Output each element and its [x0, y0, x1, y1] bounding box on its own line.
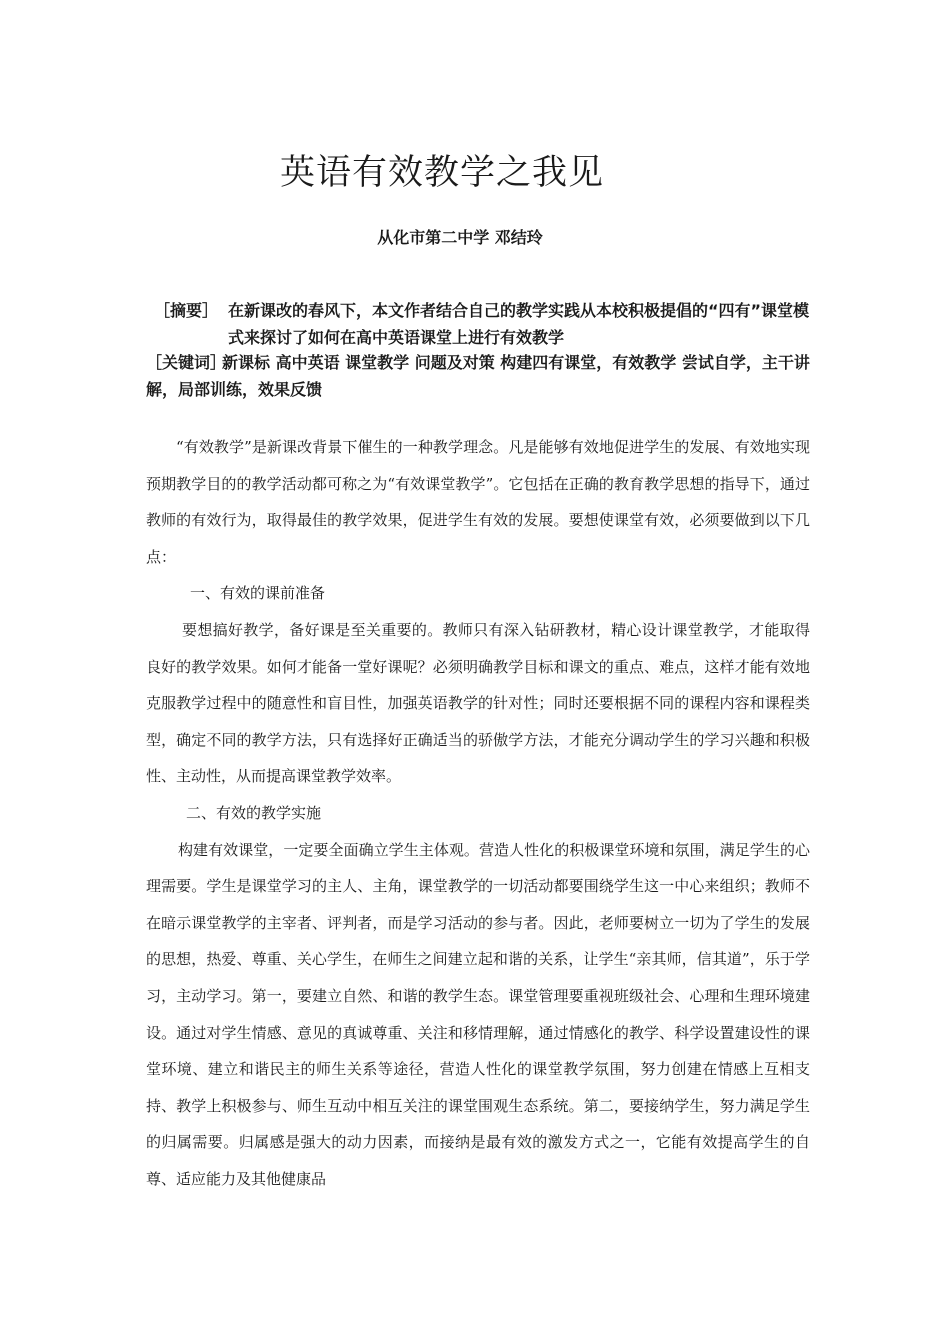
- section-heading-2: 二、有效的教学实施: [186, 803, 322, 822]
- keywords-text: 新课标 高中英语 课堂教学 问题及对策 构建四有课堂，有效教学 尝试自学，主干讲解，局部训练，效果反馈: [146, 353, 810, 399]
- abstract-text: 在新课改的春风下，本文作者结合自己的教学实践从本校积极提倡的“四有”课堂模式来探讨了如何在高中英语课堂上进行有效教学: [228, 301, 810, 347]
- author-line: 从化市第二中学 邓结玲: [377, 228, 543, 247]
- abstract-block: [146, 297, 810, 351]
- section-heading-1: 一、有效的课前准备: [190, 584, 326, 603]
- document-title: 英语有效教学之我见: [279, 153, 604, 193]
- intro-paragraph: “有效教学”是新课改背景下催生的一种教学理念。凡是能够有效地促进学生的发展、有效地实现预期教学目的的教学活动都可称之为“有效课堂教学”。它包括在正确的教育教学思想的指导下，通过教师的有效行为，取得最佳的教学效果，促进学生有效的发展。要想使课堂有效，必须要做到以下几点：: [146, 438, 810, 566]
- section-paragraph-2: 构建有效课堂，一定要全面确立学生主体观。营造人性化的积极课堂环境和氛围，满足学生的心理需要。学生是课堂学习的主人、主角，课堂教学的一切活动都要围绕学生这一中心来组织；教师不在暗示课堂教学的主宰者、评判者，而是学习活动的参与者。因此，老师要树立一切为了学生的发展的思想，热爱、尊重、关心学生，在师生之间建立起和谐的关系，让学生“亲其师，信其道”，乐于学习，主动学习。第一，要建立自然、和谐的教学生态。课堂管理要重视班级社会、心理和生理环境建设。通过对学生情感、意见的真诚尊重、关注和移情理解，通过情感化的教学、科学设置建设性的课堂环境、建立和谐民主的师生关系等途径，营造人性化的课堂教学氛围，努力创建在情感上互相支持、教学上积极参与、师生互动中相互关注的课堂围观生态系统。第二，要接纳学生，努力满足学生的归属需要。归属感是强大的动力因素，而接纳是最有效的激发方式之一，它能有效提高学生的自尊、适应能力及其他健康品: [146, 840, 810, 1188]
- abstract-label: ［摘要］: [154, 301, 219, 320]
- keywords-label: ［关键词］: [146, 353, 227, 372]
- body-content: [146, 429, 810, 1197]
- keywords-block: [146, 349, 810, 403]
- section-paragraph-1: 要想搞好教学，备好课是至关重要的。教师只有深入钻研教材，精心设计课堂教学，才能取得良好的教学效果。如何才能备一堂好课呢？必须明确教学目标和课文的重点、难点，这样才能有效地克服教学过程中的随意性和盲目性，加强英语教学的针对性；同时还要根据不同的课程内容和课程类型，确定不同的教学方法，只有选择好正确适当的骄傲学方法，才能充分调动学生的学习兴趣和积极性、主动性，从而提高课堂教学效率。: [146, 620, 810, 786]
